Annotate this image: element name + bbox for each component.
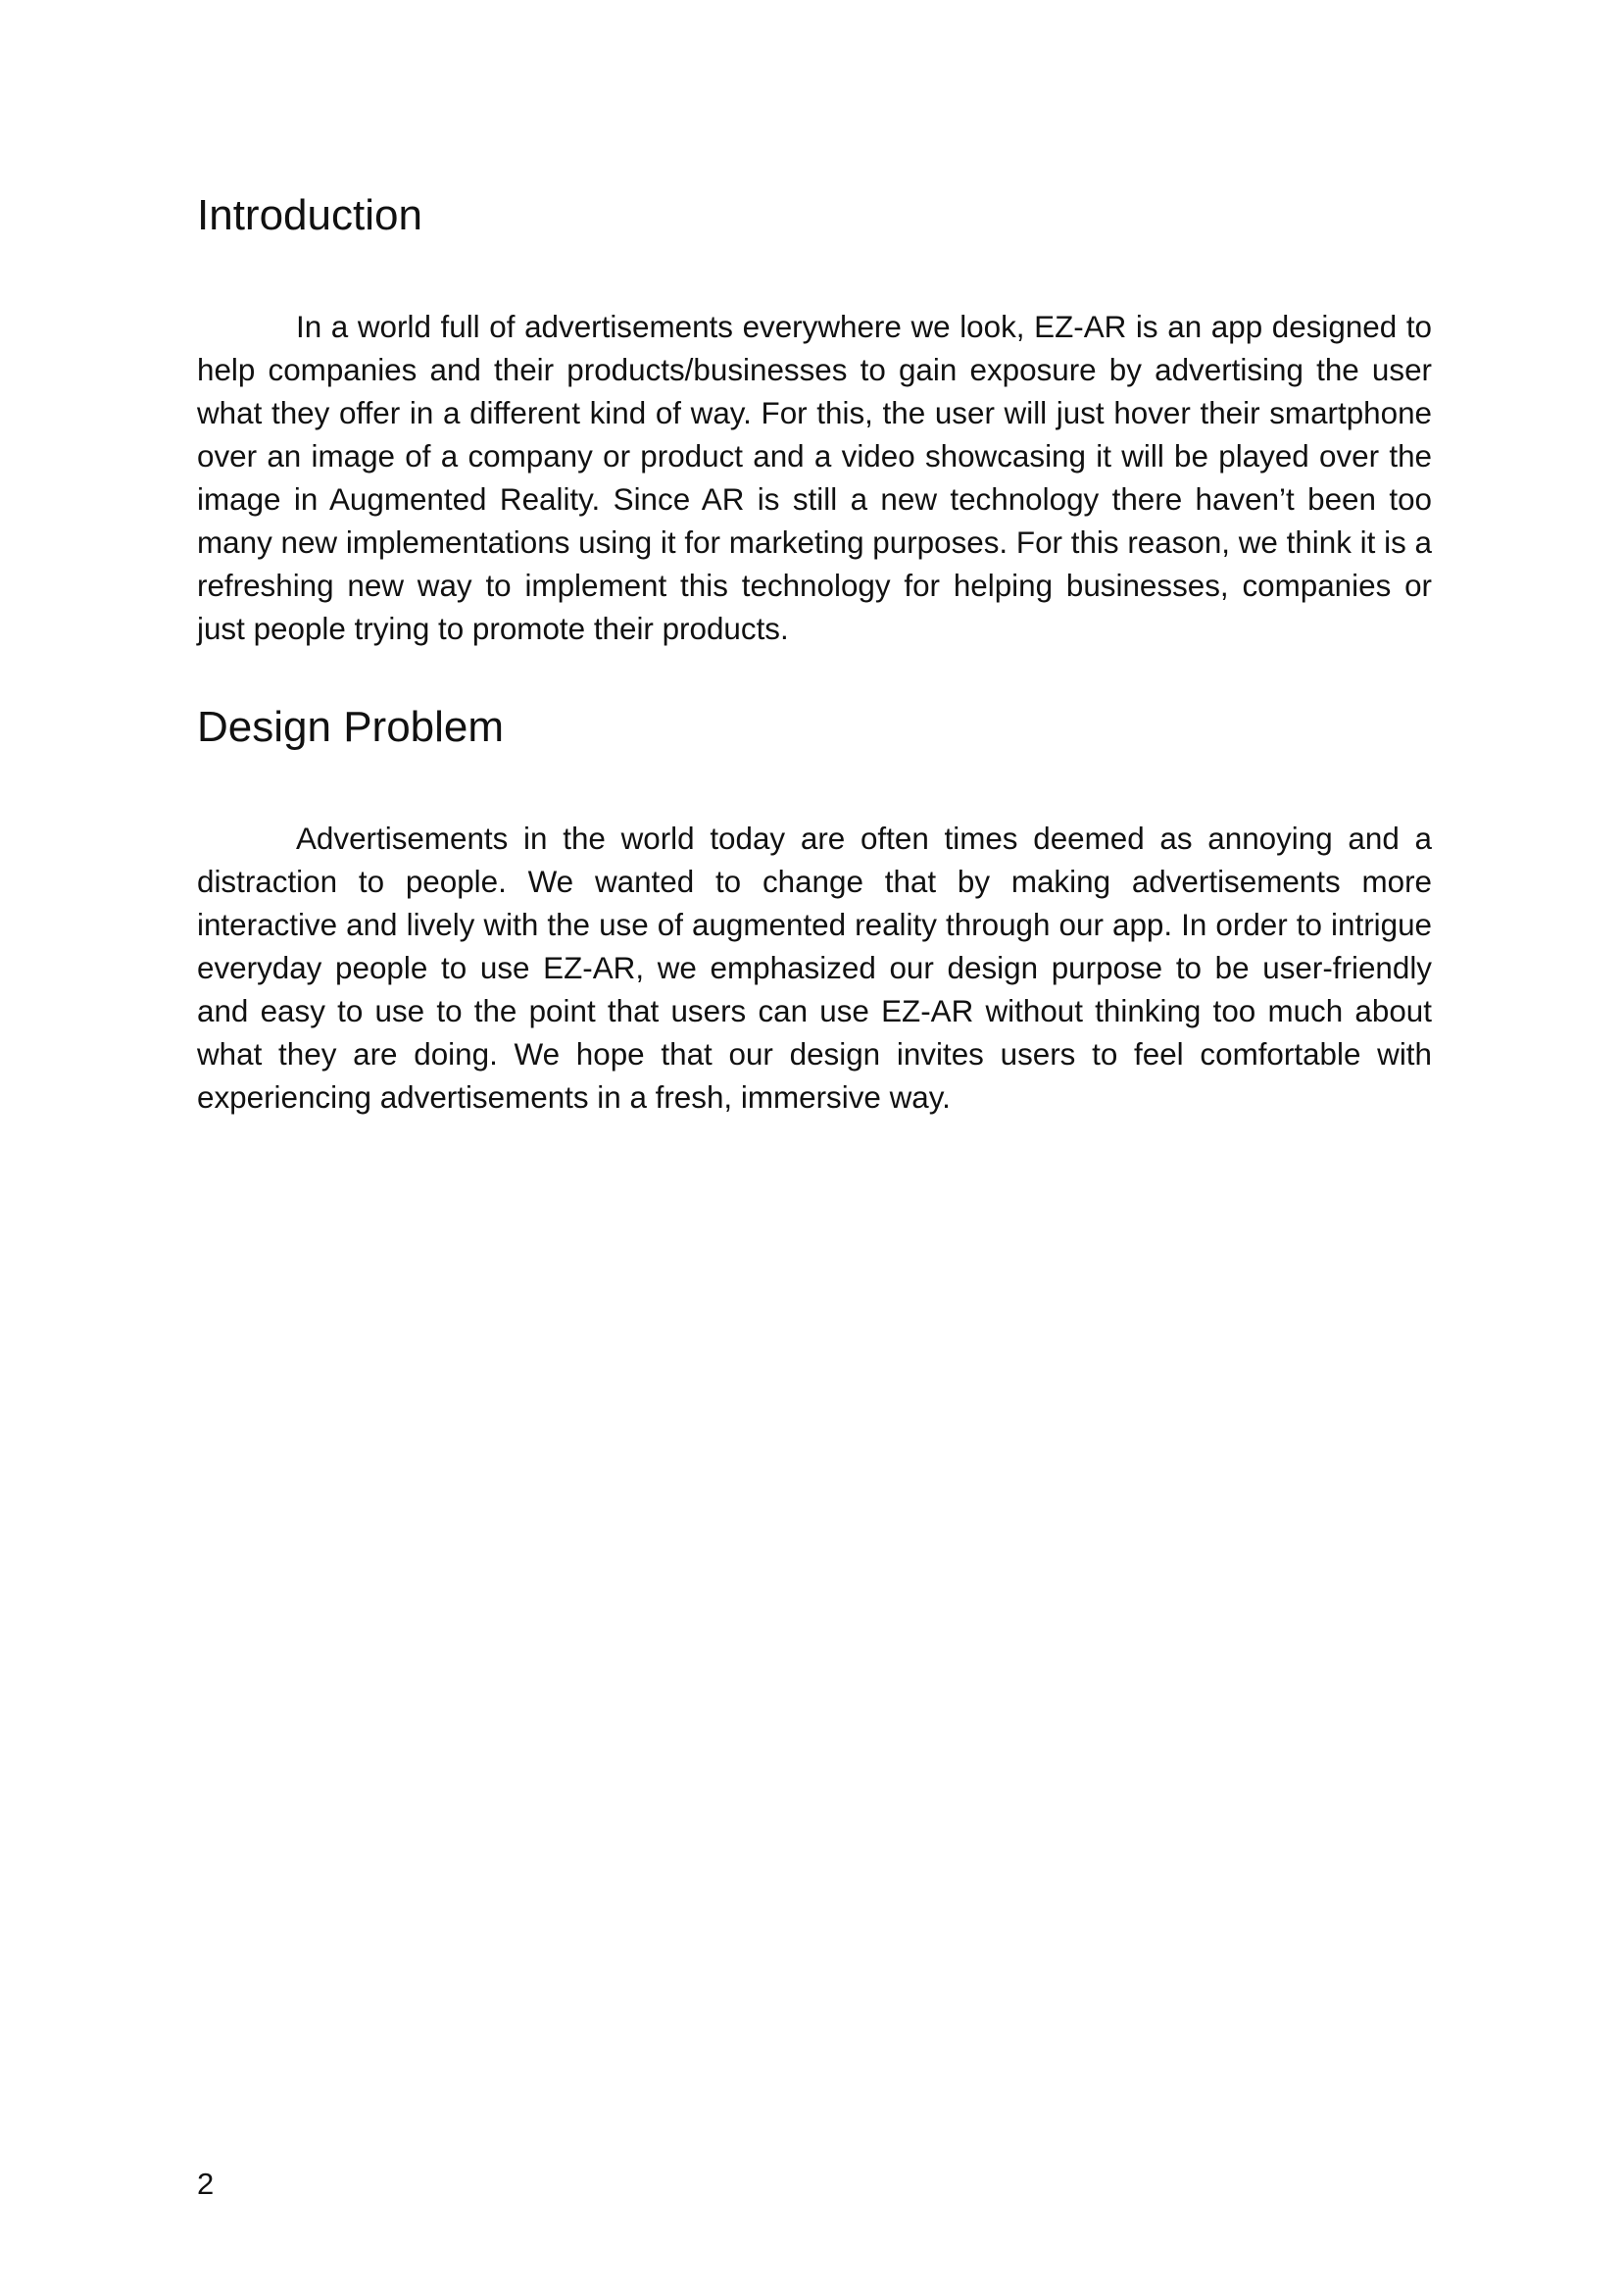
page-number: 2	[197, 2167, 215, 2201]
design-problem-paragraph: Advertisements in the world today are often times deemed as annoying and a distraction to people. We wanted to change that by making advertisements more interactive and lively with the use of augmented reality through our app. In order to intrigue everyday people to use EZ-AR, we emphasized our design purpose to be user-friendly and easy to use to the point that users can use EZ-AR without thinking too much about what they are doing. We hope that our design invites users to feel comfortable with experiencing advertisements in a fresh, immersive way.	[197, 822, 1432, 1115]
introduction-paragraph: In a world full of advertisements everywhere we look, EZ-AR is an app designed to help companies and their products/businesses to gain exposure by advertising the user what they offer in a different kind of way. For this, the user will just hover their smartphone over an image of a company or product and a video showcasing it will be played over the image in Augmented Reality. Since AR is still a new technology there haven’t been too many new implementations using it for marketing purposes. For this reason, we think it is a refreshing new way to implement this technology for helping businesses, companies or just people trying to promote their products.	[197, 310, 1432, 646]
introduction-heading: Introduction	[197, 191, 422, 239]
design-problem-heading: Design Problem	[197, 703, 505, 751]
